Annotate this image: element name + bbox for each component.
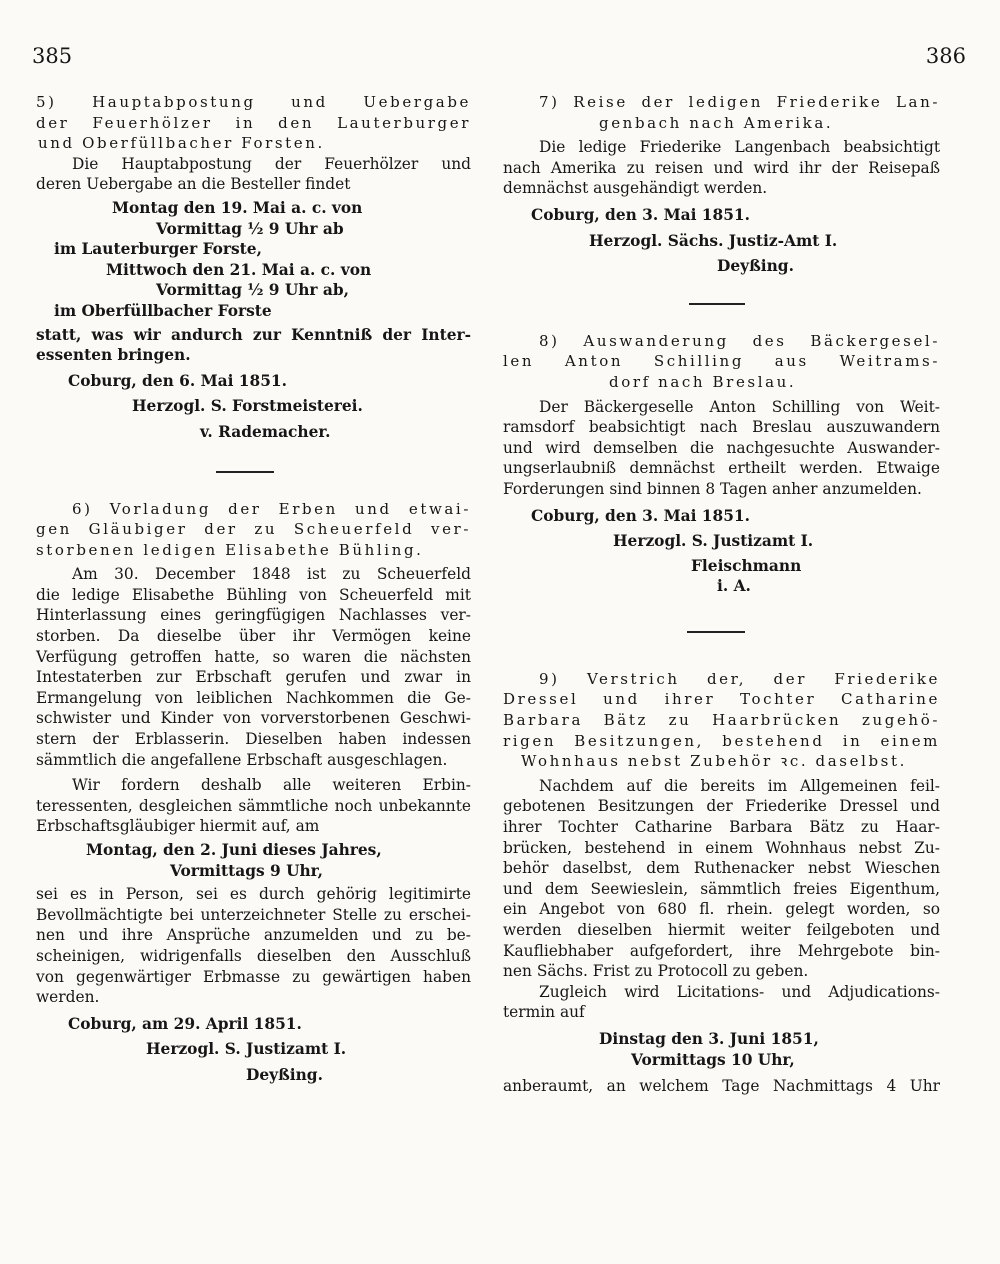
section-7-signature: Deyßing. bbox=[717, 257, 794, 276]
section-5-office: Herzogl. S. Forstmeisterei. bbox=[132, 397, 363, 416]
section-9-date: Dinstag den 3. Juni 1851, bbox=[599, 1029, 819, 1048]
section-9-heading: 9) Verstrich der, der Friederike Dressel und ihrer Tochter Catharine Barbara Bätz zu Haarbrücken zugehö- rigen Besitzungen, bestehend in einem Wohnhaus nebst Zubehör ꝛc. daselbst. bbox=[503, 669, 940, 771]
section-9-body-2: Zugleich wird Licitations- und Adjudications- termin auf bbox=[503, 982, 940, 1022]
section-7-office: Herzogl. Sächs. Justiz-Amt I. bbox=[589, 231, 838, 250]
page-number-left: 385 bbox=[32, 44, 73, 68]
section-8-place-date: Coburg, den 3. Mai 1851. bbox=[531, 506, 750, 525]
section-9-body-3: anberaumt, an welchem Tage Nachmittags 4 Uhr bbox=[503, 1077, 940, 1096]
section-6-office: Herzogl. S. Justizamt I. bbox=[146, 1040, 347, 1059]
section-6-body-2: Wir fordern deshalb alle weiteren Erbin- teressenten, desgleichen sämmtliche noch unbekannte Erbschaftsgläubiger hiermit auf, am bbox=[36, 776, 471, 836]
section-5-heading: 5) Hauptabpostung und Uebergabe der Feuerhölzer in den Lauterburger und Oberfüllbacher Forsten. bbox=[36, 93, 471, 153]
section-5-closing: statt, was wir andurch zur Kenntniß der Inter- essenten bringen. bbox=[36, 325, 471, 365]
section-6-place-date: Coburg, am 29. April 1851. bbox=[68, 1014, 302, 1033]
section-8-body: Der Bäckergeselle Anton Schilling von Weit- ramsdorf beabsichtigt nach Breslau auszuwandern und wird demselben die nachgesuchte Auswander- ungserlaubniß demnächst ertheilt werden. Etwaige Forderungen sind binnen 8 Tagen anher anzumelden. bbox=[503, 397, 940, 498]
section-6-signature: Deyßing. bbox=[246, 1065, 323, 1084]
separator bbox=[689, 303, 745, 305]
section-8-heading: 8) Auswanderung des Bäckergesel- len Anton Schilling aus Weitrams- dorf nach Breslau. bbox=[503, 331, 940, 391]
section-7-body: Die ledige Friederike Langenbach beabsichtigt nach Amerika zu reisen und wird ihr der Reisepaß demnächst ausgehändigt werden. bbox=[503, 138, 940, 198]
section-5-signature: v. Rademacher. bbox=[200, 422, 331, 441]
section-6-body-3: sei es in Person, sei es durch gehörig legitimirte Bevollmächtigte bei unterzeichneter Stelle zu erschei- nen und ihre Ansprüche anzumelden und zu be- scheinigen, widrigenfalls dieselben den Ausschluß von gegenwärtiger Erbmasse zu gewärtigen haben werden. bbox=[36, 885, 471, 1007]
right-column bbox=[503, 92, 940, 1097]
section-5-dates: Montag den 19. Mai a. c. von Vormittag ½ 9 Uhr ab im Lauterburger Forste, Mittwoch den 21. Mai a. c. von Vormittag ½ 9 Uhr ab, im Oberfüllbacher Forste bbox=[54, 198, 372, 320]
section-8-signature: Fleischmann bbox=[691, 556, 802, 575]
section-5-place-date: Coburg, den 6. Mai 1851. bbox=[68, 371, 287, 390]
section-8-office: Herzogl. S. Justizamt I. bbox=[613, 532, 814, 551]
section-9-time: Vormittags 10 Uhr, bbox=[631, 1050, 795, 1069]
section-9-body-1: Nachdem auf die bereits im Allgemeinen feil- gebotenen Besitzungen der Friederike Dressel und ihrer Tochter Catharine Barbara Bätz zu Haar- brücken, bestehend in einem Wohnhaus nebst Zu- behör daselbst, dem Ruthenacker nebst Wieschen und dem Seewieslein, sämmtlich freies Eigenthum, ein Angebot von 680 fl. rhein. gelegt worden, so werden dieselben hiermit weiter feilgeboten und Kaufliebhaber aufgefordert, ihre Mehrgebote bin- nen Sächs. Frist zu Protocoll zu geben. bbox=[503, 776, 940, 981]
separator bbox=[687, 631, 745, 633]
section-7-place-date: Coburg, den 3. Mai 1851. bbox=[531, 205, 750, 224]
page-number-right: 386 bbox=[925, 44, 966, 68]
section-6-date: Montag, den 2. Juni dieses Jahres, bbox=[86, 841, 382, 859]
section-5-body: Die Hauptabpostung der Feuerhölzer und deren Uebergabe an die Besteller findet bbox=[36, 154, 471, 194]
section-6-body-1: Am 30. December 1848 ist zu Scheuerfeld die ledige Elisabethe Bühling von Scheuerfeld mit Hinterlassung eines geringfügigen Nachlasses ver- storben. Da dieselbe über ihr Vermögen keine Verfügung getroffen hatte, so waren die nächsten Intestaterben zur Erbschaft gerufen und zwar in Ermangelung von leiblichen Nachkommen die Ge- schwister und Kinder von vorverstorbenen Geschwi- stern der Erblasserin. Dieselben haben indessen sämmtlich die angefallene Erbschaft ausgeschlagen. bbox=[36, 565, 471, 769]
section-6-time: Vormittags 9 Uhr, bbox=[170, 861, 324, 880]
separator bbox=[216, 471, 274, 473]
section-6-heading: 6) Vorladung der Erben und etwai- gen Gläubiger der zu Scheuerfeld ver- storbenen ledigen Elisabethe Bühling. bbox=[36, 499, 471, 559]
left-column bbox=[36, 92, 471, 1086]
section-7-heading: 7) Reise der ledigen Friederike Lan- genbach nach Amerika. bbox=[539, 93, 940, 132]
section-8-signature-note: i. A. bbox=[717, 577, 751, 596]
